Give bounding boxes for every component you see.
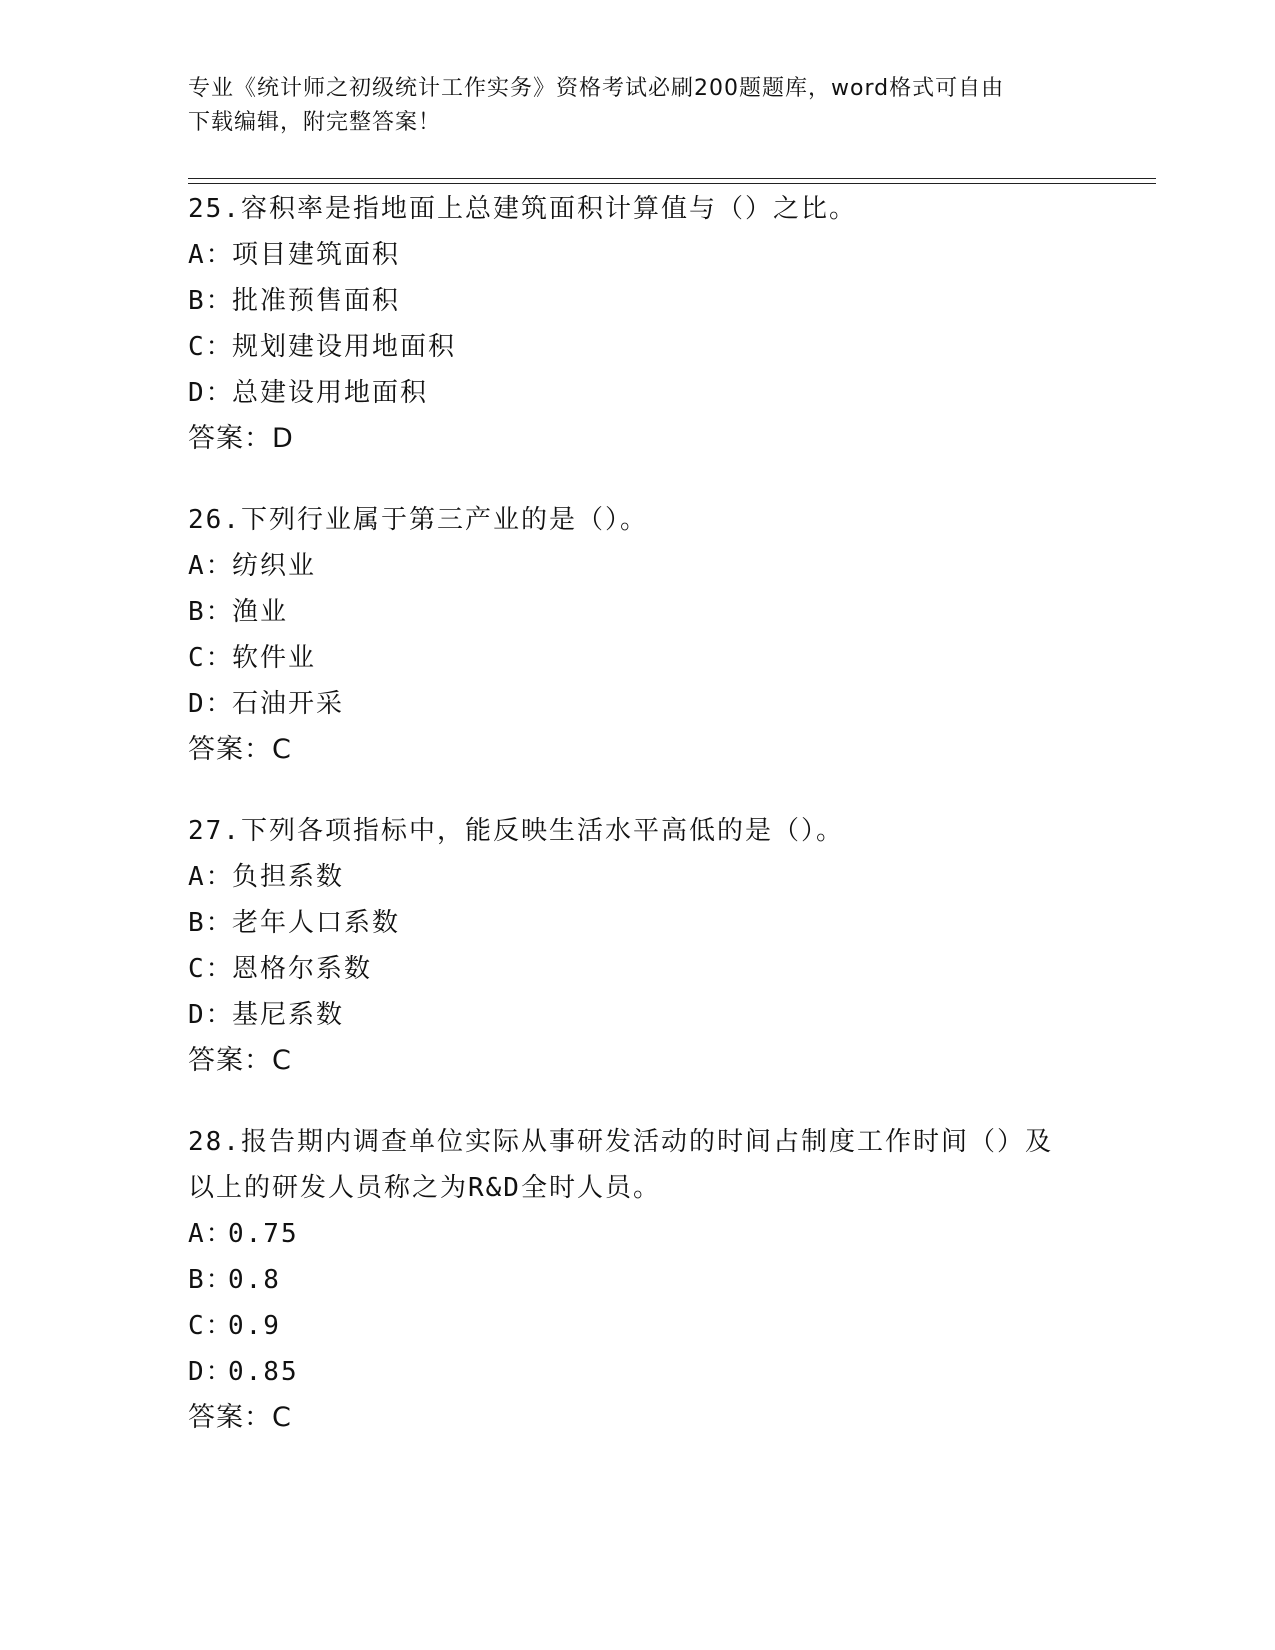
option-a: [188, 543, 1088, 589]
header-divider-top: [188, 178, 1156, 179]
option-d: [188, 1349, 1088, 1395]
option-text: 总建设用地面积: [232, 378, 429, 408]
option-text: 恩格尔系数: [232, 954, 373, 984]
option-text: 老年人口系数: [232, 908, 401, 938]
header-divider-bottom: [188, 183, 1156, 184]
option-key: D：: [188, 1000, 234, 1030]
option-d: [188, 681, 1088, 727]
option-b: [188, 589, 1088, 635]
document-header: [188, 72, 1088, 140]
option-c: [188, 635, 1088, 681]
option-key: D：: [188, 689, 234, 719]
answer: 答案：D: [188, 423, 294, 454]
option-key: C：: [188, 954, 234, 984]
option-c: [188, 946, 1088, 992]
option-text: 软件业: [232, 643, 317, 673]
option-c: [188, 1303, 1088, 1349]
option-text: 0.9: [228, 1311, 281, 1341]
option-text: 批准预售面积: [232, 286, 401, 316]
option-key: B：: [188, 286, 234, 316]
option-key: A：: [188, 551, 234, 581]
option-key: C：: [188, 332, 234, 362]
option-text: 基尼系数: [232, 1000, 345, 1030]
option-c: [188, 324, 1088, 370]
option-text: 石油开采: [232, 689, 345, 719]
option-text: 0.75: [228, 1219, 299, 1249]
answer: 答案：C: [188, 1045, 292, 1076]
header-line-2: 下载编辑，附完整答案！: [188, 110, 442, 135]
option-key: A：: [188, 240, 234, 270]
option-text: 0.8: [228, 1265, 281, 1295]
option-b: [188, 1257, 1088, 1303]
header-line-1: 专业《统计师之初级统计工作实务》资格考试必刷200题题库，word格式可自由: [188, 76, 1005, 101]
option-key: C：: [188, 643, 234, 673]
option-b: [188, 278, 1088, 324]
option-text: 项目建筑面积: [232, 240, 401, 270]
question-28: [188, 1119, 1088, 1441]
question-stem: 27.下列各项指标中，能反映生活水平高低的是（）。: [188, 816, 844, 846]
option-b: [188, 900, 1088, 946]
question-25: [188, 186, 1088, 462]
option-key: C：: [188, 1311, 234, 1341]
option-text: 纺织业: [232, 551, 317, 581]
option-d: [188, 370, 1088, 416]
option-key: A：: [188, 862, 234, 892]
question-stem: 25.容积率是指地面上总建筑面积计算值与（）之比。: [188, 194, 857, 224]
option-text: 渔业: [232, 597, 289, 627]
question-27: [188, 808, 1088, 1084]
option-key: D：: [188, 378, 234, 408]
option-a: [188, 1211, 1088, 1257]
answer: 答案：C: [188, 734, 292, 765]
option-text: 规划建设用地面积: [232, 332, 457, 362]
option-text: 0.85: [228, 1357, 299, 1387]
question-stem-line-1: 28.报告期内调查单位实际从事研发活动的时间占制度工作时间（）及: [188, 1127, 1053, 1157]
answer: 答案：C: [188, 1402, 292, 1433]
option-a: [188, 232, 1088, 278]
option-a: [188, 854, 1088, 900]
question-26: [188, 497, 1088, 773]
option-key: B：: [188, 908, 234, 938]
question-stem-line-2: 以上的研发人员称之为R&D全时人员。: [188, 1173, 661, 1203]
question-stem: 26.下列行业属于第三产业的是（）。: [188, 505, 648, 535]
option-key: D：: [188, 1357, 234, 1387]
option-key: A：: [188, 1219, 234, 1249]
option-key: B：: [188, 597, 234, 627]
option-key: B：: [188, 1265, 234, 1295]
option-text: 负担系数: [232, 862, 345, 892]
option-d: [188, 992, 1088, 1038]
